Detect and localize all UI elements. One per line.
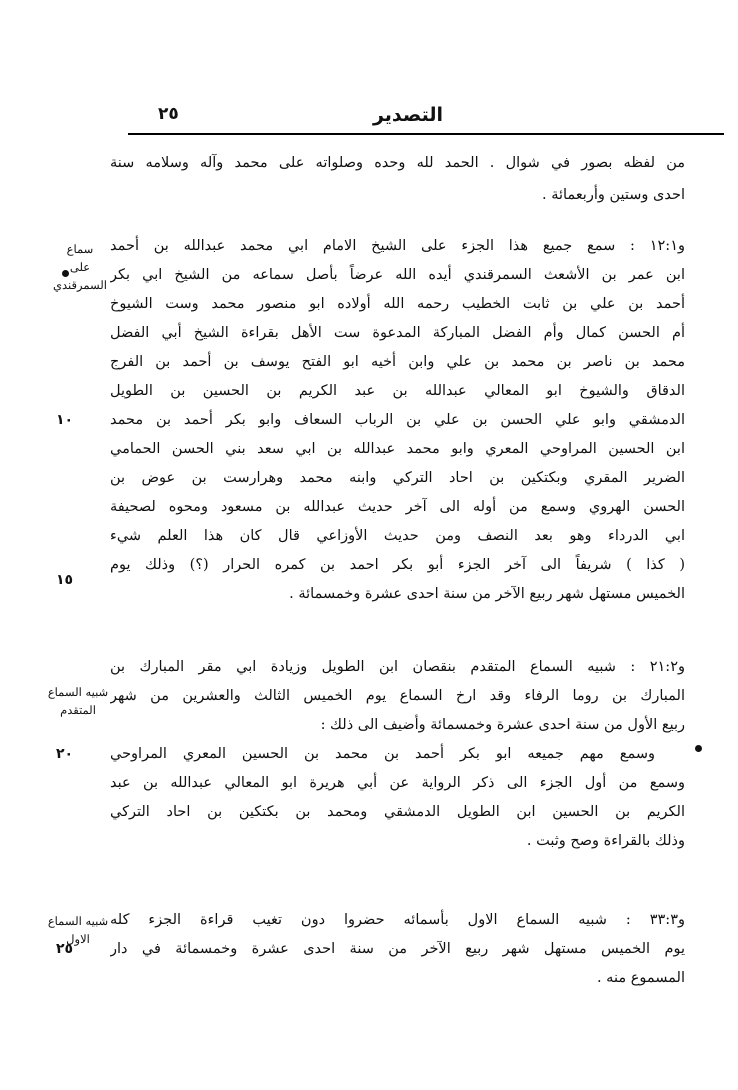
text-line: وسمع مهم جميعه ابو بكر أحمد بن محمد بن الحسين المعري المراوحي — [110, 746, 655, 762]
text-line: الضرير المقري وبكتكين بن احاد التركي وابنه محمد وهرارست بن عوض بن — [110, 470, 685, 486]
text-line: و١٢:١ : سمع جميع هذا الجزء على الشيخ الامام ابي محمد عبدالله بن أحمد — [110, 238, 685, 254]
text-line: و٢١:٢ : شبيه السماع المتقدم بنقصان ابن الطويل وزيادة ابي مقر المبارك بن — [110, 659, 685, 675]
margin-note — [38, 912, 118, 948]
text-line: أم الحسن كمال وأم الفضل المباركة المدعوة ست الأهل بقراءة الشيخ أبي الفضل — [110, 325, 685, 341]
text-line: ابن الحسين المراوحي المعري وابو محمد عبدالله بن ابي سعد بني الحسن الحمامي — [110, 441, 685, 457]
text-line: المسموع منه . — [596, 970, 685, 986]
text-line: الكريم بن الحسين ابن الطويل الدمشقي ومحمد بن بكتكين بن احاد التركي — [110, 804, 685, 820]
line-number: ٢٥ — [56, 941, 74, 957]
text-line: وسمع من أول الجزء الى ذكر الرواية عن أبي هريرة ابو المعالي عبدالله بن عبد — [110, 775, 685, 791]
line-number: ٢٠ — [56, 746, 74, 762]
text-line: و٣٣:٣ : شبيه السماع الاول بأسمائه حضروا دون تغيب قراءة الجزء كله — [110, 912, 685, 928]
text-line: المبارك بن روما الرفاء وقد ارخ السماع يوم الخميس الثالث والعشرين من شهر — [110, 688, 685, 704]
line-number: ١٠ — [56, 412, 74, 428]
text-line: الخميس مستهل شهر ربيع الآخر من سنة احدى عشرة وخمسمائة . — [289, 586, 685, 602]
page-number: ٢٥ — [158, 104, 179, 124]
text-line: يوم الخميس مستهل شهر ربيع الآخر من سنة احدى عشرة وخمسمائة في دار — [110, 941, 685, 957]
margin-note-line: سماع — [66, 242, 94, 256]
margin-note-line: على — [69, 260, 91, 274]
text-line: احدى وستين وأربعمائة . — [541, 187, 685, 203]
margin-note — [38, 683, 118, 719]
text-line: أحمد بن علي بن ثابت الخطيب رحمه الله أولاده ابو منصور محمد وست الشيوخ — [110, 296, 685, 312]
margin-note-line: شبيه السماع — [47, 685, 109, 699]
text-line: ربيع الأول من سنة احدى عشرة وخمسمائة وأضيف الى ذلك : — [320, 717, 685, 733]
text-line: محمد بن ناصر بن محمد بن علي وابن أخيه ابو الفتح يوسف بن أحمد بن الفرج — [110, 354, 685, 370]
margin-note-line: شبيه السماع — [47, 914, 109, 928]
text-line: من لفظه بصور في شوال . الحمد لله وحده وصلواته على محمد وآله وسلامه سنة — [110, 155, 685, 171]
text-line: ( كذا ) شريفاً الى آخر الجزء أبو بكر احمد بن كمره الحرار (؟) وذلك يوم — [110, 557, 685, 573]
margin-note — [40, 240, 120, 294]
margin-note-line: المتقدم — [60, 703, 96, 717]
page-header — [128, 104, 688, 134]
text-line: الدمشقي وابو علي الحسن بن علي بن الرباب السعاف وابو بكر أحمد بن محمد — [110, 412, 685, 428]
text-line: ابي الدرداء وهو بعد النصف ومن حديث الأوزاعي قال كان هذا العلم شيء — [110, 528, 685, 544]
text-line: الدقاق والشيوخ ابو المعالي عبدالله بن عبد الكريم بن الحسين بن الطويل — [110, 383, 685, 399]
text-line: الحسن الهروي وسمع من أوله الى آخر حديث عبدالله بن مسعود ومحوه لصحيفة — [110, 499, 685, 515]
line-marker-bullet — [695, 745, 702, 752]
text-line: وذلك بالقراءة وصح وثبت . — [526, 833, 685, 849]
running-title: التصدير — [372, 104, 444, 126]
margin-note-line: السمرقندي — [53, 278, 107, 292]
text-line: ابن عمر بن الأشعث السمرقندي أيده الله عرضاً بأصل سماعه من الشيخ ابي بكر — [110, 267, 685, 283]
margin-note-line: الاول — [66, 932, 90, 946]
line-number: ١٥ — [56, 572, 74, 588]
header-rule — [128, 133, 724, 135]
